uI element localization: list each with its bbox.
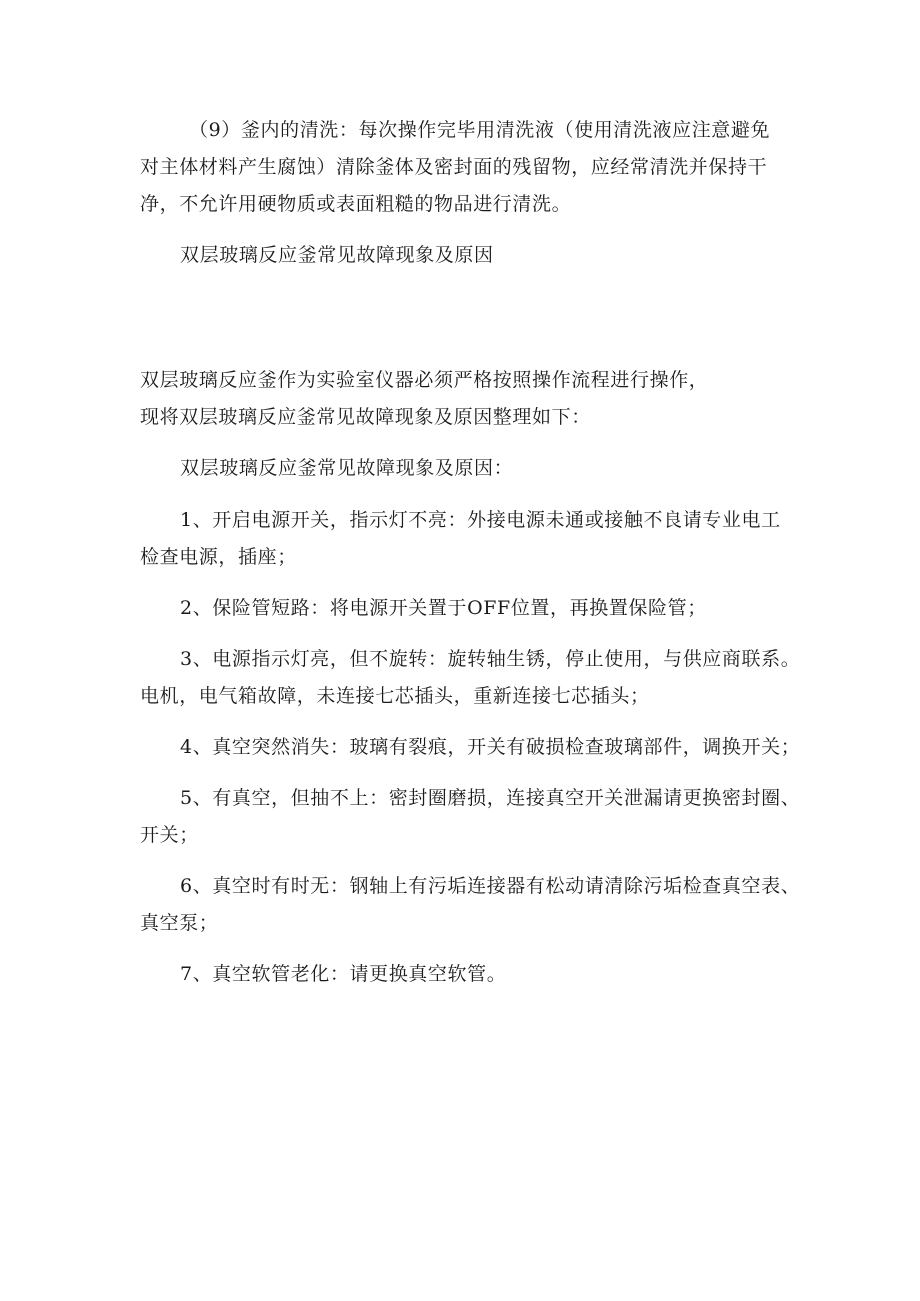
fault-1-line2: 检查电源，插座； (140, 546, 297, 568)
section-title: 双层玻璃反应釜常见故障现象及原因 (180, 244, 494, 266)
fault-6-line1: 6、真空时有时无：钢轴上有污垢连接器有松动请清除污垢检查真空表、 (180, 875, 801, 897)
fault-3-line2: 电机，电气箱故障，未连接七芯插头，重新连接七芯插头； (140, 685, 650, 707)
para9-line2: 对主体材料产生腐蚀）清除釜体及密封面的残留物，应经常清洗并保持干 (140, 156, 768, 178)
fault-1-line1: 1、开启电源开关，指示灯不亮：外接电源未通或接触不良请专业电工 (180, 509, 781, 531)
fault-3-line1: 3、电源指示灯亮，但不旋转：旋转轴生锈，停止使用，与供应商联系。 (180, 648, 801, 670)
fault-5-line1: 5、有真空，但抽不上：密封圈磨损，连接真空开关泄漏请更换密封圈、 (180, 787, 801, 809)
intro-line1: 双层玻璃反应釜作为实验室仪器必须严格按照操作流程进行操作， (140, 369, 709, 391)
fault-4-line1: 4、真空突然消失：玻璃有裂痕，开关有破损检查玻璃部件，调换开关； (180, 736, 801, 758)
para9-line1: （9）釜内的清洗：每次操作完毕用清洗液（使用清洗液应注意避免 (189, 119, 771, 141)
intro-line2: 现将双层玻璃反应釜常见故障现象及原因整理如下： (140, 406, 591, 428)
fault-6-line2: 真空泵； (140, 912, 219, 934)
fault-7-line1: 7、真空软管老化：请更换真空软管。 (180, 963, 507, 985)
fault-2-line1: 2、保险管短路：将电源开关置于OFF位置，再换置保险管； (180, 597, 707, 619)
para9-line3: 净，不允许用硬物质或表面粗糙的物品进行清洗。 (140, 193, 572, 215)
list-heading: 双层玻璃反应釜常见故障现象及原因： (180, 457, 514, 479)
fault-5-line2: 开关； (140, 824, 199, 846)
